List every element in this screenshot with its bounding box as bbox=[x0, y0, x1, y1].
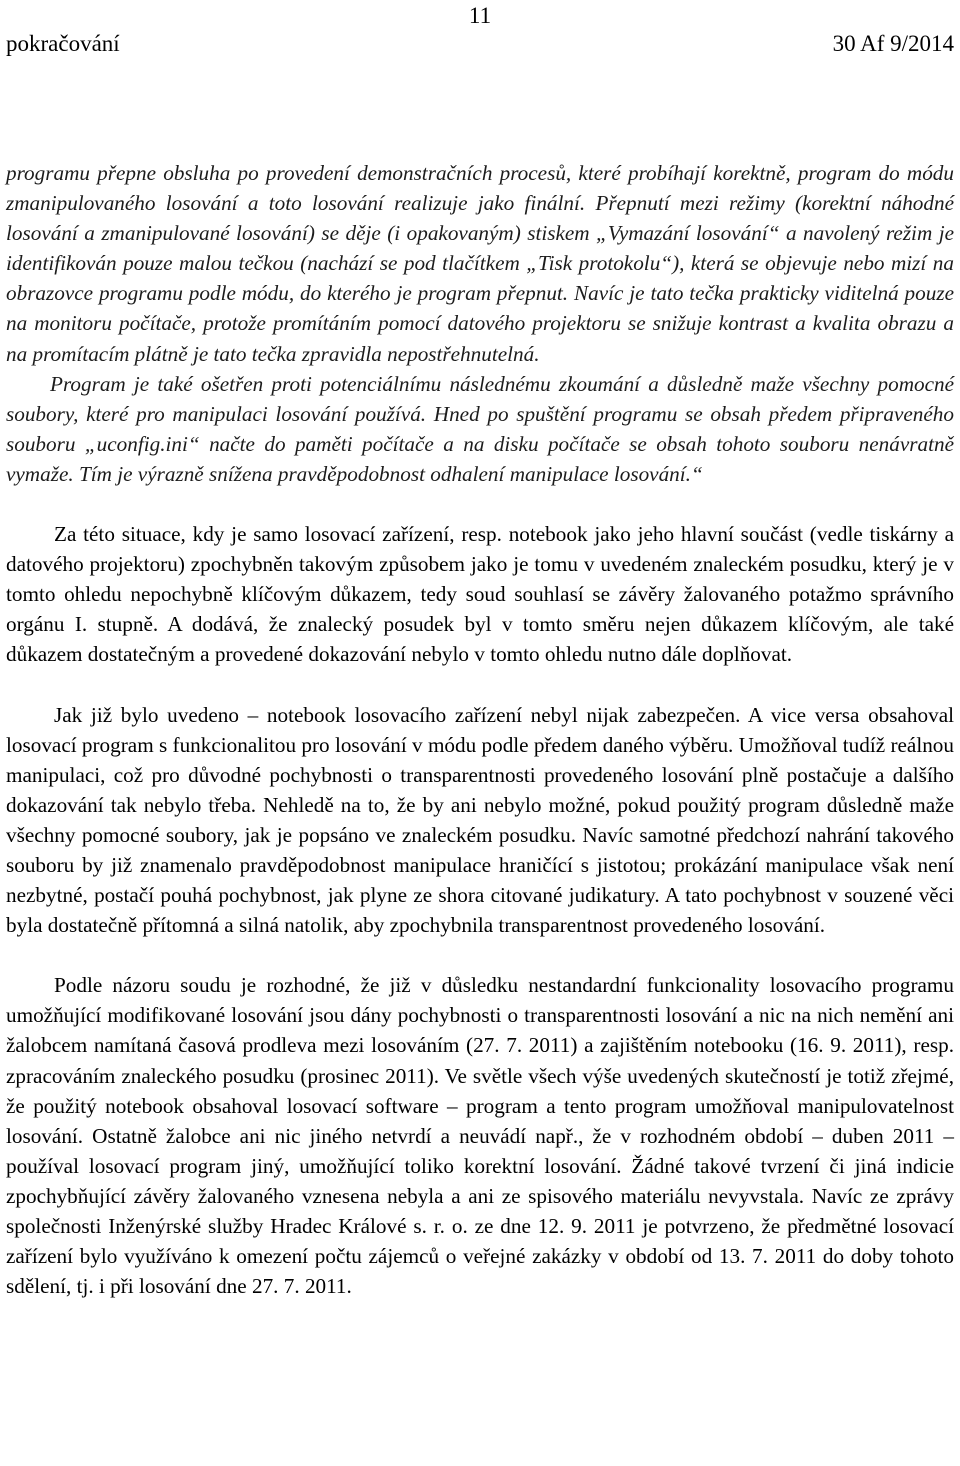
header-row bbox=[6, 30, 954, 58]
quoted-paragraph: Program je také ošetřen proti potenciálnímu následnému zkoumání a důsledně maže všechny pomocné soubory, které pro manipulaci losování používá. Hned po spuštění programu se obsah předem připraveného souboru „uconfig.ini“ načte do paměti počítače a na disku počítače se obsah tohoto souboru nenávratně vymaže. Tím je výrazně snížena pravděpodobnost odhalení manipulace losování.“ bbox=[6, 371, 954, 486]
document-body bbox=[6, 158, 954, 1301]
continuation-label: pokračování bbox=[6, 31, 120, 56]
page-number: 11 bbox=[468, 3, 492, 28]
quoted-paragraph: programu přepne obsluha po provedení demonstračních procesů, které probíhají korektně, program do módu zmanipulovaného losování a toto losování realizuje jako finální. Přepnutí mezi režimy (korektní náhodné losování a zmanipulované losování) se děje (i opakovaným) stiskem „Vymazání losování“ a navolený režim je identifikován pouze malou tečkou (nachází se pod tlačítkem „Tisk protokolu“), která se objevuje nebo mizí na obrazovce programu podle módu, do kterého je program přepnut. Navíc je tato tečka prakticky viditelná pouze na monitoru počítače, protože promítáním pomocí datového projektoru se snižuje kontrast a kvalita obrazu a na promítacím plátně je tato tečka zpravidla nepostřehnutelná. bbox=[6, 161, 954, 366]
body-paragraph: Za této situace, kdy je samo losovací zařízení, resp. notebook jako jeho hlavní součást (vedle tiskárny a datového projektoru) zpochybněn takovým způsobem jako je tomu v uvedeném znaleckém posudku, který je v tomto ohledu nepochybně klíčovým důkazem, tedy soud souhlasí se závěry žalovaného potažmo správního orgánu I. stupně. A dodává, že znalecký posudek byl v tomto směru nejen důkazem klíčovým, ale také důkazem dostatečným a provedené dokazování nebylo v tomto ohledu nutno dále doplňovat. bbox=[6, 522, 954, 667]
body-paragraph: Jak již bylo uvedeno – notebook losovacího zařízení nebyl nijak zabezpečen. A vice versa obsahoval losovací program s funkcionalitou pro losování v módu podle předem daného výběru. Umožňoval tudíž reálnou manipulaci, což pro důvodné pochybnosti o transparentnosti provedeného losování plně postačuje a dalšího dokazování tak nebylo třeba. Nehledě na to, že by ani nebylo možné, pokud použitý program důsledně maže všechny pomocné soubory, jak je popsáno ve znaleckém posudku. Navíc samotné předchozí nahrání takového souboru by již znamenalo pravděpodobnost manipulace hraničící s jistotou; prokázání manipulace však není nezbytné, postačí pouhá pochybnost, jak plyne ze shora citované judikatury. A tato pochybnost v souzené věci byla dostatečně přítomná a silná natolik, aby zpochybnila transparentnost provedeného losování. bbox=[6, 702, 954, 938]
body-paragraph: Podle názoru soudu je rozhodné, že již v důsledku nestandardní funkcionality losovacího programu umožňující modifikované losování jsou dány pochybnosti o transparentnosti losování a nic na nich nemění ani žalobcem namítaná časová prodleva mezi losováním (27. 7. 2011) a zajištěním notebooku (16. 9. 2011), resp. zpracováním znaleckého posudku (prosinec 2011). Ve světle všech výše uvedených skutečností je totiž zřejmé, že použitý notebook obsahoval losovací software – program a tento program umožňoval manipulovatelnost losování. Ostatně žalobce ani nic jiného netvrdí a neuvádí např., že v rozhodném období – duben 2011 – používal losovací program jiný, umožňující toliko korektní losování. Žádné takové tvrzení či jiná indicie zpochybňující závěry žalovaného vznesena nebyla a ani ze spisového materiálu nevyvstala. Navíc ze zprávy společnosti Inženýrské služby Hradec Králové s. r. o. ze dne 12. 9. 2011 je potvrzeno, že předmětné losovací zařízení bylo využíváno k omezení počtu zájemců o veřejné zakázky v období od 13. 7. 2011 do doby tohoto sdělení, tj. i při losování dne 27. 7. 2011. bbox=[6, 973, 954, 1299]
case-number: 30 Af 9/2014 bbox=[832, 31, 954, 56]
